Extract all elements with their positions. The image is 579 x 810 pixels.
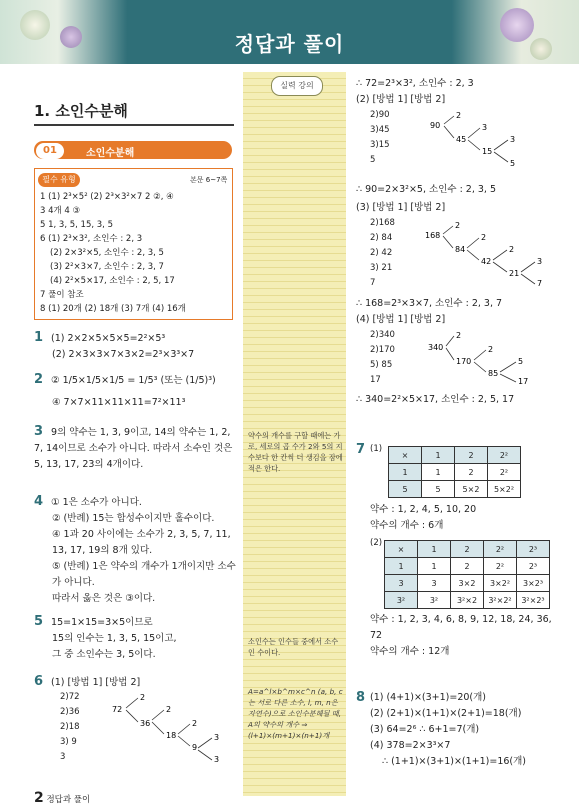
chapter-rule — [34, 124, 234, 126]
answer-6-4-result: ∴ 340=2²×5×17, 소인수 : 2, 5, 17 — [356, 394, 515, 405]
svg-text:3: 3 — [510, 135, 516, 144]
svg-text:84: 84 — [455, 245, 466, 254]
answer-1-2: (2) 2×3×3×7×3×2=2³×3³×7 — [52, 349, 195, 360]
ladder-step: 2) 42 — [370, 248, 393, 258]
ladder-step: 3)45 — [370, 125, 390, 135]
answer-7-part2-label: (2) — [370, 538, 383, 548]
svg-text:340: 340 — [428, 343, 444, 352]
answer-2: 2 ② 1/5×1/5×1/5 = 1/5³ (또는 (1/5)³) ④ 7×7×11×11×11=7²×11³ — [34, 372, 239, 411]
note-divisor-count: 약수의 개수를 구할 때에는 가로, 세로의 곱 수가 2와 5의 지수보다 한 칸씩 더 생김을 잠에 적은 한다. — [248, 431, 343, 473]
svg-text:15: 15 — [482, 147, 493, 156]
svg-text:42: 42 — [481, 257, 492, 266]
quick-answer-line: 1 (1) 2³×5² (2) 2³×3²×7 2 ②, ④ — [40, 192, 174, 202]
divisor-table-20: × 1 2 2² 1 1 2 2² 5 5 5×2 5×2² — [388, 446, 521, 498]
quick-answer-line: 8 (1) 20개 (2) 18개 (3) 7개 (4) 16개 — [40, 304, 186, 314]
division-ladder-72 — [60, 690, 80, 765]
answer-5-2: 15의 인수는 1, 3, 5, 15이고, — [52, 633, 177, 644]
answer-7-divisors-1: 약수 : 1, 2, 4, 5, 10, 20 — [370, 504, 477, 515]
answer-4-3: ④ 1과 20 사이에는 소수가 2, 3, 5, 7, 11, 13, 17, 19의 8개 있다. — [52, 529, 231, 556]
answer-8 — [370, 690, 560, 770]
svg-text:17: 17 — [518, 377, 529, 386]
svg-text:3: 3 — [214, 755, 220, 764]
answer-4-2: ② (반례) 15는 합성수이지만 홀수이다. — [52, 513, 215, 524]
ladder-step: 5 — [370, 155, 376, 165]
svg-text:7: 7 — [537, 279, 543, 288]
page-footer — [34, 790, 90, 806]
svg-text:168: 168 — [425, 231, 441, 240]
factor-tree-90 — [430, 110, 540, 170]
quick-answer-line: 6 (1) 2³×3², 소인수 : 2, 3 — [40, 234, 143, 244]
answer-2-1: ② 1/5×1/5×1/5 = 1/5³ (또는 (1/5)³) — [51, 375, 216, 386]
svg-text:2: 2 — [456, 111, 462, 120]
ladder-step: 3 — [60, 752, 66, 762]
section-label: 소인수분해 — [86, 148, 135, 159]
answer-6-4-head: (4) [방법 1] [방법 2] — [356, 314, 446, 325]
ladder-step: 2) 84 — [370, 233, 393, 243]
answer-4-1: ① 1은 소수가 아니다. — [51, 497, 142, 508]
ladder-step: 5) 85 — [370, 360, 393, 370]
answer-6-3-result: ∴ 168=2³×3×7, 소인수 : 2, 3, 7 — [356, 298, 503, 309]
factor-tree-168 — [425, 220, 555, 290]
svg-text:9: 9 — [192, 743, 198, 752]
svg-text:2: 2 — [455, 221, 461, 230]
svg-text:2: 2 — [481, 233, 487, 242]
answer-5-3: 그 중 소인수는 3, 5이다. — [52, 649, 156, 660]
answer-4-4: ⑤ (반례) 1은 약수의 개수가 1개이지만 소수가 아니다. — [52, 561, 236, 588]
quick-answer-line: (4) 2²×5×17, 소인수 : 2, 5, 17 — [50, 276, 175, 286]
quick-answer-line: (3) 2²×3×7, 소인수 : 2, 3, 7 — [50, 262, 164, 272]
answer-3-text: 9의 약수는 1, 3, 9이고, 14의 약수는 1, 2, 7, 14이므로 소수가 아니다. 따라서 소수인 것은 5, 13, 17, 23의 4개이다. — [34, 427, 233, 470]
factor-tree-72 — [110, 690, 230, 770]
ladder-step: 2)170 — [370, 345, 395, 355]
answer-8-3: (3) 64=2⁶ ∴ 6+1=7(개) — [370, 724, 480, 735]
answer-5: 5 15=1×15=3×5이므로 15의 인수는 1, 3, 5, 15이고, 그 중 소인수는 3, 5이다. — [34, 614, 239, 663]
ladder-step: 2)18 — [60, 722, 80, 732]
svg-text:45: 45 — [456, 135, 467, 144]
svg-text:2: 2 — [456, 331, 462, 340]
answer-2-2: ④ 7×7×11×11×11=7²×11³ — [52, 397, 186, 408]
divisor-table-72: × 1 2 2² 2³ 1 1 2 2² 2³ 3 3 3×2 3×2² 3×2³ 3² 3² 3²×2 3²×2² 3²×2³ — [384, 540, 550, 609]
footer-label: 정답과 풀이 — [46, 795, 91, 805]
ladder-step: 3)15 — [370, 140, 390, 150]
answer-8-5: ∴ (1+1)×(3+1)×(1+1)=16(개) — [382, 756, 527, 767]
answer-6-3-head: (3) [방법 1] [방법 2] — [356, 202, 446, 213]
division-ladder-90 — [370, 108, 390, 168]
answer-6-2-head: (2) [방법 1] [방법 2] — [356, 94, 446, 105]
answer-7-divisors-2: 약수 : 1, 2, 3, 4, 6, 8, 9, 12, 18, 24, 36, 72 — [370, 614, 552, 641]
svg-text:2: 2 — [192, 719, 198, 728]
svg-text:18: 18 — [166, 731, 177, 740]
svg-text:36: 36 — [140, 719, 151, 728]
ladder-step: 3) 9 — [60, 737, 77, 747]
quick-answer-line: 5 1, 3, 5, 15, 3, 5 — [40, 220, 113, 230]
answer-8-number: 8 — [356, 690, 366, 705]
ladder-step: 2)90 — [370, 110, 390, 120]
svg-text:85: 85 — [488, 369, 499, 378]
svg-text:21: 21 — [509, 269, 520, 278]
answer-8-1: (1) (4+1)×(3+1)=20(개) — [370, 692, 486, 703]
section-number: 01 — [36, 143, 64, 159]
ladder-step: 3) 21 — [370, 263, 393, 273]
ladder-step: 2)36 — [60, 707, 80, 717]
division-ladder-168 — [370, 216, 395, 291]
svg-text:2: 2 — [488, 345, 494, 354]
note-prime-factor: 소인수는 인수들 중에서 소수인 수이다. — [248, 637, 339, 657]
svg-text:170: 170 — [456, 357, 472, 366]
svg-text:3: 3 — [537, 257, 543, 266]
answer-7-part1-label: (1) — [370, 444, 383, 454]
svg-text:2: 2 — [509, 245, 515, 254]
svg-text:2: 2 — [140, 693, 146, 702]
ladder-step: 17 — [370, 375, 381, 385]
answer-7-number: 7 — [356, 442, 366, 457]
answer-6-1-result: ∴ 72=2³×3², 소인수 : 2, 3 — [356, 78, 474, 89]
answer-5-1: 15=1×15=3×5이므로 — [51, 617, 153, 628]
quick-answer-line: 3 4개 4 ③ — [40, 206, 81, 216]
answer-4-5: 따라서 옳은 것은 ③이다. — [52, 593, 156, 604]
answer-6: 6 (1) [방법 1] [방법 2] — [34, 674, 141, 689]
ladder-step: 2)340 — [370, 330, 395, 340]
answer-8-2: (2) (2+1)×(1+1)×(2+1)=18(개) — [370, 708, 522, 719]
ladder-step: 2)72 — [60, 692, 80, 702]
ladder-step: 7 — [370, 278, 376, 288]
quick-answer-list — [40, 190, 230, 316]
quick-answer-tag: 필수 유형 — [38, 173, 80, 187]
page-number: 2 — [34, 790, 44, 806]
answer-7-count-1: 약수의 개수 : 6개 — [370, 520, 444, 531]
svg-text:2: 2 — [166, 705, 172, 714]
answer-7-count-2: 약수의 개수 : 12개 — [370, 646, 450, 657]
answer-8-4: (4) 378=2×3³×7 — [370, 740, 451, 751]
answer-4: 4 ① 1은 소수가 아니다. ② (반례) 15는 합성수이지만 홀수이다. ④ 1과 20 사이에는 소수가 2, 3, 5, 7, 11, 13, 17, 19의 8개 있다. ⑤ (반례) 1은 약수의 개수가 1개이지만 소수가 아니다. 따라서 옳은 것은 ③이다. — [34, 494, 239, 607]
note-divisor-formula: A=a^l×b^m×c^n (a, b, c는 서로 다른 소수, l, m, n은 자연수)으로 소인수분해될 때, A의 약수의 개수 ⇒ (l+1)×(m+1)×(n+1)개 — [248, 687, 343, 740]
answer-6-2-result: ∴ 90=2×3²×5, 소인수 : 2, 3, 5 — [356, 184, 496, 195]
svg-text:90: 90 — [430, 121, 441, 130]
answer-1: 1 (1) 2×2×5×5×5=2²×5³ (2) 2×3×3×7×3×2=2³×3³×7 — [34, 330, 239, 363]
answer-6-head: (1) [방법 1] [방법 2] — [51, 677, 141, 688]
svg-text:3: 3 — [214, 733, 220, 742]
svg-text:3: 3 — [482, 123, 488, 132]
page-title: 정답과 풀이 — [234, 32, 345, 56]
factor-tree-340 — [428, 330, 548, 386]
division-ladder-340 — [370, 328, 395, 388]
svg-text:5: 5 — [510, 159, 516, 168]
svg-text:72: 72 — [112, 705, 123, 714]
quick-answer-line: (2) 2×3²×5, 소인수 : 2, 3, 5 — [50, 248, 164, 258]
ladder-step: 2)168 — [370, 218, 395, 228]
page-reference: 본문 6~7쪽 — [190, 176, 228, 184]
quick-answer-line: 7 풀이 참조 — [40, 290, 84, 300]
notes-badge: 실력 강의 — [271, 76, 323, 96]
answer-1-1: (1) 2×2×5×5×5=2²×5³ — [51, 333, 166, 344]
svg-text:5: 5 — [518, 357, 524, 366]
answer-3: 3 9의 약수는 1, 3, 9이고, 14의 약수는 1, 2, 7, 14이므로 소수가 아니다. 따라서 소수인 것은 5, 13, 17, 23의 4개이다. — [34, 424, 233, 470]
chapter-title: 1. 소인수분해 — [34, 102, 128, 120]
